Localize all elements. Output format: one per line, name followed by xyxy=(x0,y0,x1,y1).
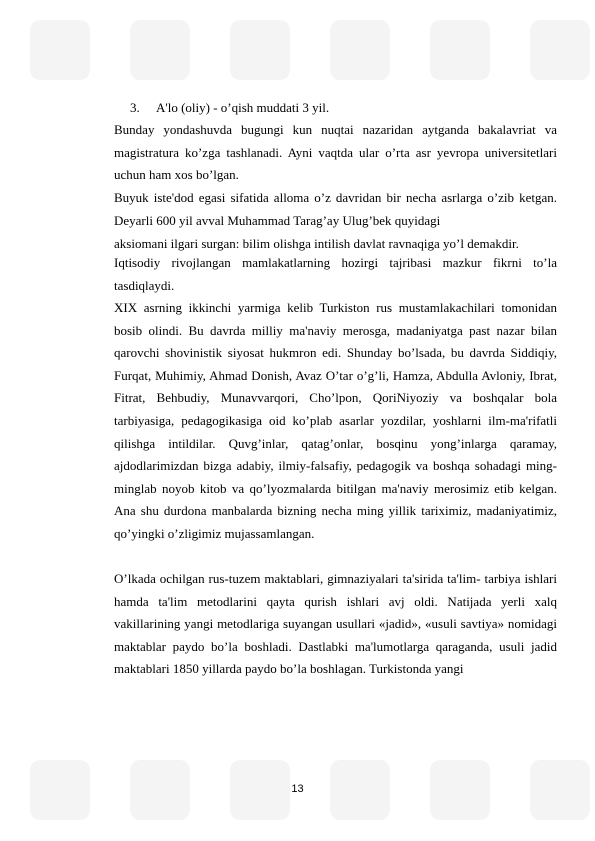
paragraph-3: aksiomani ilgari surgan: bilim olishga intilish davlat ravnaqiga yo’l demakdir. xyxy=(114,236,519,251)
paragraph-5: XIX asrning ikkinchi yarmiga kelib Turkiston rus mustamlakachilari tomonidan bosib olindi. Bu davrda milliy ma'naviy merosga, madaniyatga past nazar bilan qarovchi shovinistik siyosat hukmron edi. Shunday bo’lsada, bu davrda Siddiqiy, Furqat, Muhimiy, Ahmad Donish, Avaz O’tar o’g’li, Hamza, Abdulla Avloniy, Ibrat, Fitrat, Behbudiy, Munavvarqori, Cho’lpon, QoriNiyoziy va boshqalar bola tarbiyasiga, pedagogikasiga oid ko’plab asarlar yozdilar, yoshlarni ilm-ma'rifatli qilishga intildilar. Quvg’inlar, qatag’onlar, bosqinu yong’inlarga qaramay, ajdodlarimizdan bizga adabiy, ilmiy-falsafiy, pedagogik va boshqa sohadagi ming-minglab noyob kitob va qo’lyozmalarda bitilgan ma'naviy merosimiz etib kelgan. Ana shu durdona manbalarda bizning necha ming yillik tariximiz, madaniyatimiz, qo’yingki o’zligimiz mujassamlangan. xyxy=(114,300,557,541)
list-number: 3. xyxy=(130,100,140,115)
numbered-list-item xyxy=(130,100,329,116)
page-number: 13 xyxy=(291,783,304,795)
paragraph-6: O’lkada ochilgan rus-tuzem maktablari, gimnaziyalari ta'sirida ta'lim- tarbiya ishlari hamda ta'lim metodlarini qayta qurish ishlari avj oldi. Natijada yerli xalq vakillarining yangi metodlariga suyangan usullari «jadid», «usuli savtiya» nomidagi maktablar paydo bo’la boshladi. Dastlabki ma'lumotlarga qaraganda, usuli jadid maktablari 1850 yillarda paydo bo’la boshlagan. Turkistonda yangi xyxy=(114,571,557,677)
paragraph-1: Bunday yondashuvda bugungi kun nuqtai nazaridan aytganda bakalavriat va magistratura ko’zga tashlanadi. Ayni vaqtda ular o’rta asr yevropa universitetlari uchun ham xos bo’lgan. xyxy=(114,122,557,183)
paragraph-2: Buyuk iste'dod egasi sifatida alloma o’z davridan bir necha asrlarga o’zib ketgan. Deyarli 600 yil avval Muhammad Tarag’ay Ulug’bek quyidagi xyxy=(114,190,557,228)
list-text: A'lo (oliy) - o’qish muddati 3 yil. xyxy=(156,100,330,115)
paragraph-4: Iqtisodiy rivojlangan mamlakatlarning hozirgi tajribasi mazkur fikrni to’la tasdiqlaydi. xyxy=(114,255,557,293)
